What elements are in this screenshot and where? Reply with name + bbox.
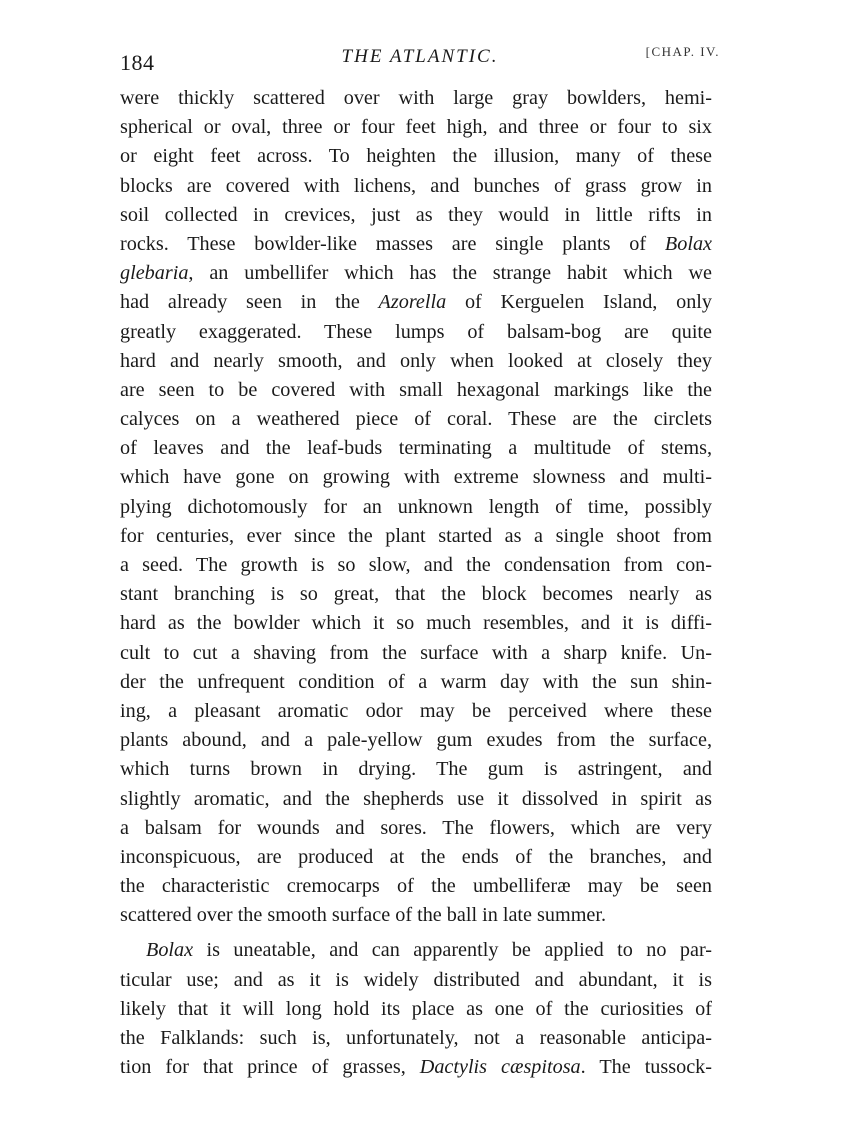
text-line: the characteristic cremocarps of the umbelliferæ may be seen <box>120 875 712 898</box>
text-line: Bolax is uneatable, and can apparently be applied to no par- <box>146 939 712 962</box>
text-line: tion for that prince of grasses, Dactylis cæspitosa. The tussock- <box>120 1056 712 1079</box>
text-line: hard as the bowlder which it so much resembles, and it is diffi- <box>120 612 712 635</box>
text-line: are seen to be covered with small hexagonal markings like the <box>120 378 712 401</box>
text-line: ticular use; and as it is widely distributed and abundant, it is <box>120 968 712 991</box>
text-line: calyces on a weathered piece of coral. These are the circlets <box>120 408 712 431</box>
text-line: for centuries, ever since the plant started as a single shoot from <box>120 524 712 547</box>
paragraph-1 <box>120 84 712 930</box>
text-line: of leaves and the leaf-buds terminating a multitude of stems, <box>120 437 712 460</box>
text-line: or eight feet across. To heighten the illusion, many of these <box>120 145 712 168</box>
page-number: 184 <box>120 50 155 75</box>
text-line: spherical or oval, three or four feet high, and three or four to six <box>120 116 712 139</box>
body-text <box>120 84 712 1082</box>
text-line: greatly exaggerated. These lumps of balsam-bog are quite <box>120 320 712 343</box>
text-line: soil collected in crevices, just as they would in little rifts in <box>120 203 712 226</box>
text-line: the Falklands: such is, unfortunately, not a reasonable anticipa- <box>120 1027 712 1049</box>
text-line: a balsam for wounds and sores. The flowers, which are very <box>120 816 712 839</box>
text-line: a seed. The growth is so slow, and the condensation from con- <box>120 554 712 576</box>
text-line: which have gone on growing with extreme slowness and multi- <box>120 466 712 489</box>
chapter-tag: [CHAP. IV. <box>645 44 720 59</box>
text-line: had already seen in the Azorella of Kerguelen Island, only <box>120 291 712 314</box>
text-line: hard and nearly smooth, and only when looked at closely they <box>120 349 712 372</box>
text-line: cult to cut a shaving from the surface with a sharp knife. Un- <box>120 641 712 664</box>
text-line: inconspicuous, are produced at the ends of the branches, and <box>120 845 712 868</box>
text-line: rocks. These bowlder-like masses are single plants of Bolax <box>120 232 712 255</box>
text-line: which turns brown in drying. The gum is astringent, and <box>120 758 712 781</box>
text-line: der the unfrequent condition of a warm day with the sun shin- <box>120 670 712 693</box>
text-line: slightly aromatic, and the shepherds use it dissolved in spirit as <box>120 787 712 810</box>
text-line: scattered over the smooth surface of the ball in late summer. <box>120 904 607 927</box>
text-line: ing, a pleasant aromatic odor may be perceived where these <box>120 699 712 722</box>
paragraph-2 <box>120 936 712 1082</box>
text-line: likely that it will long hold its place as one of the curiosities of <box>120 997 712 1020</box>
text-line: glebaria, an umbellifer which has the strange habit which we <box>120 262 712 285</box>
text-line: blocks are covered with lichens, and bunches of grass grow in <box>120 174 712 197</box>
text-line: plants abound, and a pale-yellow gum exudes from the surface, <box>120 729 712 752</box>
running-title: THE ATLANTIC. <box>341 46 499 67</box>
text-line: plying dichotomously for an unknown length of time, possibly <box>120 495 712 518</box>
running-head <box>120 44 720 74</box>
text-line: were thickly scattered over with large gray bowlders, hemi- <box>120 87 712 109</box>
text-line: stant branching is so great, that the block becomes nearly as <box>120 583 712 606</box>
